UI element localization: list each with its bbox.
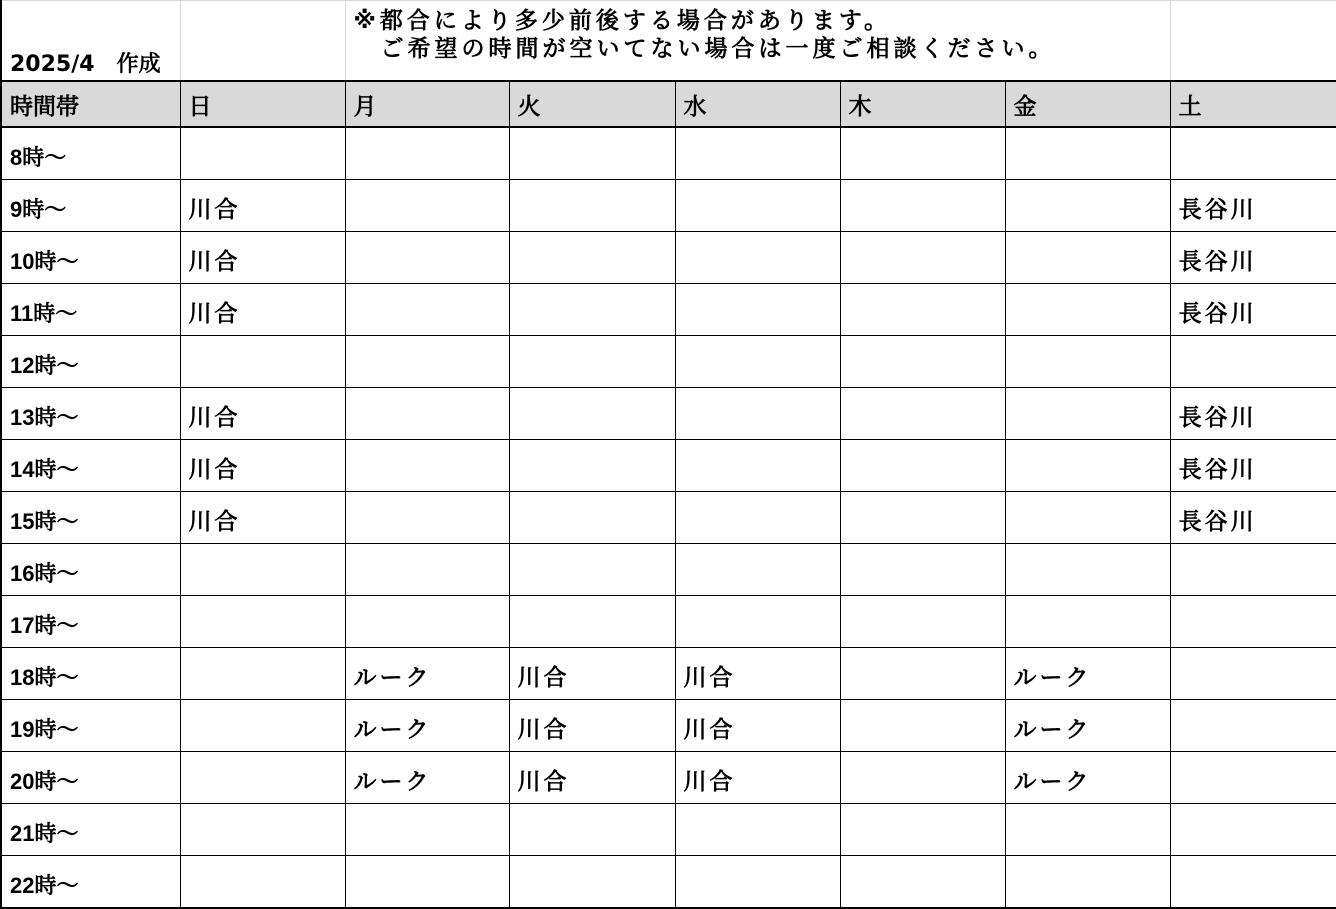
slot-sunday	[180, 856, 345, 909]
hour-number: 20	[10, 769, 35, 794]
slot-saturday	[1170, 856, 1336, 909]
slot-wednesday: 川合	[675, 700, 840, 752]
note-row	[1, 1, 1336, 82]
slot-friday	[1005, 596, 1170, 648]
slot-wednesday	[675, 232, 840, 284]
slot-monday	[345, 544, 509, 596]
hour-suffix: 時～	[34, 666, 79, 691]
slot-saturday	[1170, 596, 1336, 648]
hour-suffix: 時～	[22, 198, 67, 223]
hour-suffix: 時～	[34, 874, 79, 899]
slot-thursday	[840, 648, 1005, 700]
slot-monday	[345, 336, 509, 388]
blank-cell	[180, 1, 345, 82]
slot-wednesday	[675, 804, 840, 856]
slot-saturday	[1170, 336, 1336, 388]
slot-monday	[345, 180, 509, 232]
slot-friday: ルーク	[1005, 700, 1170, 752]
blank-cell	[1170, 1, 1336, 82]
slot-monday	[345, 127, 509, 180]
slot-saturday: 長谷川	[1170, 180, 1336, 232]
slot-friday	[1005, 336, 1170, 388]
hour-suffix: 時～	[34, 718, 79, 743]
hour-suffix: 時～	[34, 250, 79, 275]
slot-sunday: 川合	[180, 492, 345, 544]
time-slot-label	[1, 752, 180, 804]
slot-tuesday	[509, 284, 675, 336]
hour-number: 19	[10, 717, 35, 742]
slot-thursday	[840, 544, 1005, 596]
slot-wednesday	[675, 388, 840, 440]
slot-tuesday	[509, 127, 675, 180]
time-slot-label	[1, 596, 180, 648]
column-header-row	[1, 81, 1336, 127]
hour-number: 13	[10, 405, 35, 430]
slot-friday	[1005, 127, 1170, 180]
slot-tuesday	[509, 180, 675, 232]
slot-thursday	[840, 127, 1005, 180]
table-row	[1, 856, 1336, 909]
hour-suffix: 時～	[34, 562, 79, 587]
table-row	[1, 752, 1336, 804]
slot-sunday	[180, 648, 345, 700]
slot-sunday	[180, 336, 345, 388]
slot-tuesday	[509, 232, 675, 284]
slot-thursday	[840, 232, 1005, 284]
slot-friday	[1005, 388, 1170, 440]
column-header-friday: 金	[1005, 81, 1170, 127]
hour-number: 9	[10, 197, 23, 222]
slot-monday	[345, 440, 509, 492]
slot-sunday	[180, 752, 345, 804]
slot-tuesday	[509, 336, 675, 388]
time-slot-label	[1, 804, 180, 856]
table-row	[1, 596, 1336, 648]
hour-suffix: 時～	[22, 146, 67, 171]
slot-friday: ルーク	[1005, 648, 1170, 700]
slot-sunday: 川合	[180, 440, 345, 492]
slot-thursday	[840, 804, 1005, 856]
slot-sunday	[180, 596, 345, 648]
slot-monday: ルーク	[345, 700, 509, 752]
slot-sunday	[180, 804, 345, 856]
slot-thursday	[840, 752, 1005, 804]
column-header-tuesday: 火	[509, 81, 675, 127]
time-slot-label	[1, 700, 180, 752]
slot-saturday	[1170, 127, 1336, 180]
slot-sunday	[180, 127, 345, 180]
slot-tuesday	[509, 492, 675, 544]
slot-friday	[1005, 804, 1170, 856]
hour-suffix: 時～	[34, 458, 79, 483]
slot-sunday: 川合	[180, 284, 345, 336]
column-header-time: 時間帯	[1, 81, 180, 127]
slot-thursday	[840, 180, 1005, 232]
slot-saturday	[1170, 700, 1336, 752]
availability-note	[345, 1, 1170, 82]
slot-wednesday: 川合	[675, 752, 840, 804]
slot-monday	[345, 804, 509, 856]
slot-monday	[345, 856, 509, 909]
slot-tuesday: 川合	[509, 700, 675, 752]
slot-saturday: 長谷川	[1170, 492, 1336, 544]
slot-tuesday: 川合	[509, 648, 675, 700]
slot-saturday: 長谷川	[1170, 440, 1336, 492]
slot-wednesday	[675, 180, 840, 232]
time-slot-label	[1, 336, 180, 388]
slot-wednesday	[675, 336, 840, 388]
slot-friday	[1005, 492, 1170, 544]
column-header-wednesday: 水	[675, 81, 840, 127]
column-header-monday: 月	[345, 81, 509, 127]
slot-thursday	[840, 284, 1005, 336]
table-row	[1, 284, 1336, 336]
slot-thursday	[840, 700, 1005, 752]
slot-thursday	[840, 856, 1005, 909]
slot-saturday: 長谷川	[1170, 232, 1336, 284]
hour-number: 16	[10, 561, 35, 586]
table-row	[1, 232, 1336, 284]
slot-saturday	[1170, 804, 1336, 856]
slot-monday	[345, 284, 509, 336]
slot-saturday: 長谷川	[1170, 284, 1336, 336]
hour-suffix: 時～	[34, 614, 79, 639]
slot-saturday: 長谷川	[1170, 388, 1336, 440]
slot-saturday	[1170, 752, 1336, 804]
slot-friday	[1005, 284, 1170, 336]
slot-thursday	[840, 492, 1005, 544]
hour-number: 15	[10, 509, 35, 534]
slot-monday	[345, 492, 509, 544]
hour-suffix: 時～	[34, 354, 79, 379]
slot-wednesday	[675, 127, 840, 180]
time-slot-label	[1, 856, 180, 909]
table-row	[1, 127, 1336, 180]
slot-monday	[345, 232, 509, 284]
time-slot-label	[1, 180, 180, 232]
slot-tuesday: 川合	[509, 752, 675, 804]
hour-number: 11	[10, 301, 34, 326]
slot-monday	[345, 388, 509, 440]
slot-wednesday	[675, 544, 840, 596]
slot-friday	[1005, 232, 1170, 284]
slot-wednesday	[675, 492, 840, 544]
column-header-thursday: 木	[840, 81, 1005, 127]
table-row	[1, 544, 1336, 596]
slot-monday	[345, 596, 509, 648]
hour-suffix: 時～	[34, 770, 79, 795]
table-row	[1, 648, 1336, 700]
slot-wednesday	[675, 284, 840, 336]
column-header-saturday: 土	[1170, 81, 1336, 127]
slot-tuesday	[509, 804, 675, 856]
time-slot-label	[1, 492, 180, 544]
table-row	[1, 492, 1336, 544]
slot-wednesday: 川合	[675, 648, 840, 700]
hour-number: 21	[10, 821, 35, 846]
table-row	[1, 440, 1336, 492]
slot-friday	[1005, 180, 1170, 232]
hour-suffix: 時～	[33, 302, 78, 327]
time-slot-label	[1, 284, 180, 336]
time-slot-label	[1, 440, 180, 492]
hour-number: 10	[10, 249, 35, 274]
slot-friday	[1005, 856, 1170, 909]
table-row	[1, 804, 1336, 856]
time-slot-label	[1, 544, 180, 596]
slot-saturday	[1170, 544, 1336, 596]
slot-tuesday	[509, 544, 675, 596]
slot-wednesday	[675, 596, 840, 648]
slot-sunday: 川合	[180, 180, 345, 232]
hour-number: 17	[10, 613, 35, 638]
hour-suffix: 時～	[34, 510, 79, 535]
created-date-label: 2025/4 作成	[1, 1, 180, 82]
slot-monday: ルーク	[345, 752, 509, 804]
slot-sunday	[180, 700, 345, 752]
hour-number: 8	[10, 145, 23, 170]
slot-friday	[1005, 440, 1170, 492]
hour-suffix: 時～	[34, 406, 79, 431]
slot-tuesday	[509, 596, 675, 648]
slot-thursday	[840, 440, 1005, 492]
note-line-1: ※都合により多少前後する場合があります。	[353, 8, 892, 34]
table-row	[1, 388, 1336, 440]
hour-number: 12	[10, 353, 35, 378]
note-line-2: ご希望の時間が空いてない場合は一度ご相談ください。	[353, 36, 1056, 62]
slot-friday: ルーク	[1005, 752, 1170, 804]
hour-suffix: 時～	[34, 822, 79, 847]
slot-thursday	[840, 336, 1005, 388]
hour-number: 14	[10, 457, 35, 482]
slot-tuesday	[509, 388, 675, 440]
slot-tuesday	[509, 440, 675, 492]
time-slot-label	[1, 232, 180, 284]
hour-number: 18	[10, 665, 35, 690]
hour-number: 22	[10, 873, 35, 898]
slot-thursday	[840, 596, 1005, 648]
table-row	[1, 180, 1336, 232]
slot-monday: ルーク	[345, 648, 509, 700]
slot-friday	[1005, 544, 1170, 596]
slot-wednesday	[675, 440, 840, 492]
table-row	[1, 336, 1336, 388]
slot-sunday: 川合	[180, 232, 345, 284]
slot-thursday	[840, 388, 1005, 440]
column-header-sunday: 日	[180, 81, 345, 127]
time-slot-label	[1, 127, 180, 180]
slot-sunday	[180, 544, 345, 596]
slot-sunday: 川合	[180, 388, 345, 440]
time-slot-label	[1, 648, 180, 700]
slot-tuesday	[509, 856, 675, 909]
slot-saturday	[1170, 648, 1336, 700]
time-slot-label	[1, 388, 180, 440]
slot-wednesday	[675, 856, 840, 909]
table-row	[1, 700, 1336, 752]
